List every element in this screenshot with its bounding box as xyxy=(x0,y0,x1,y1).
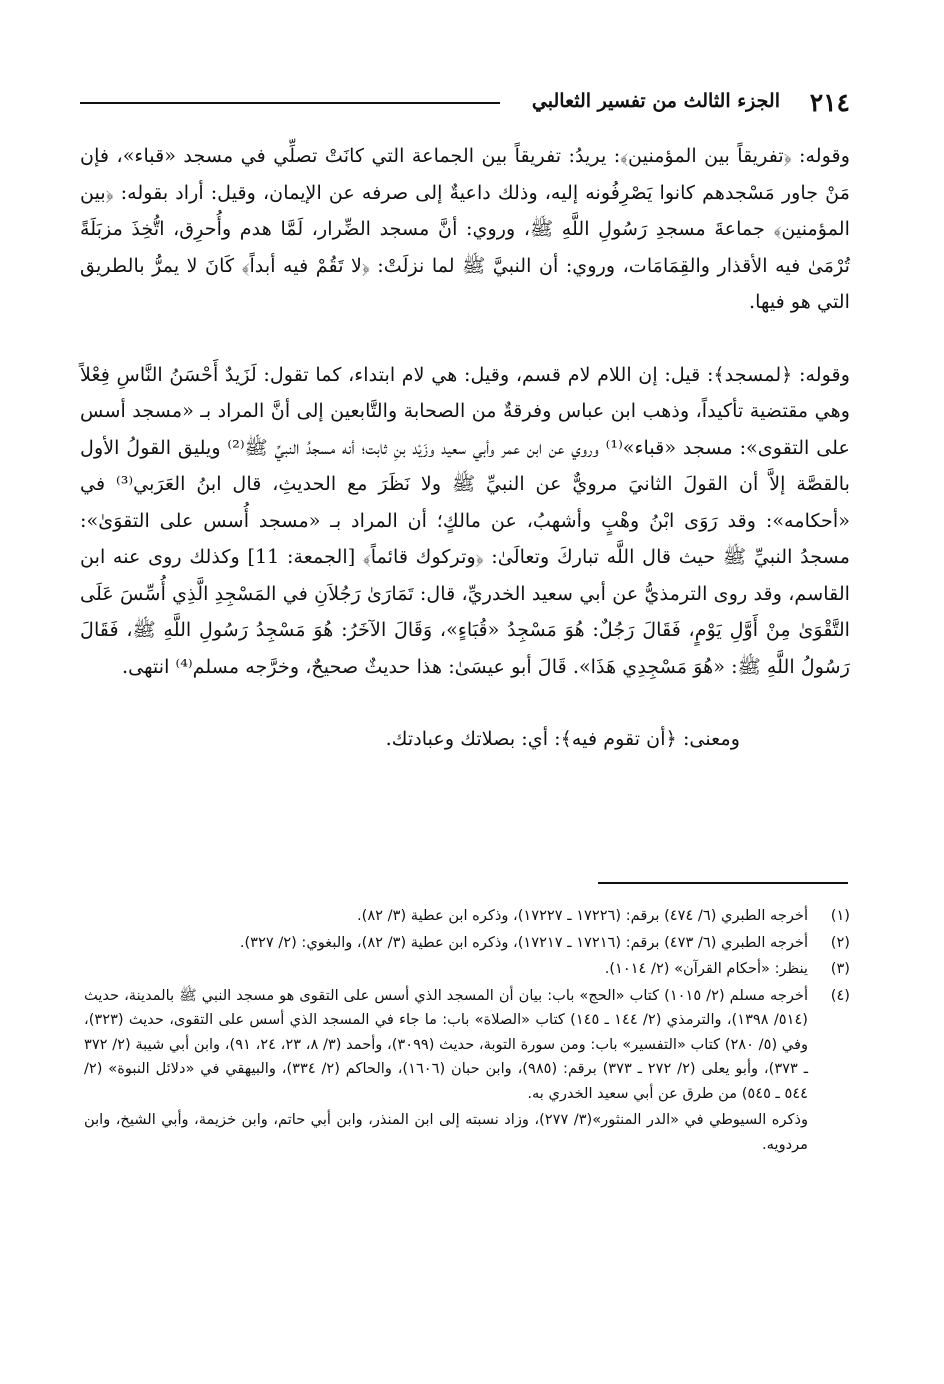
page-number: ٢١٤ xyxy=(809,88,850,117)
footnote xyxy=(84,931,850,956)
footnote-number xyxy=(808,1108,850,1157)
footnote-text: ينظر: «أحكام القرآن» (٢/ ١٠١٤). xyxy=(604,960,808,977)
footnote xyxy=(84,904,850,929)
footnote-text: أخرجه مسلم (٢/ ١٠١٥) كتاب «الحج» باب: بيان أن المسجد الذي أسس على التقوى هو مسجد النبي ﷺ بالمدينة، حديث (٥١٤/ ١٣٩٨)، والترمذي (٢/ ١٤٤ ـ ١٤٥) كتاب «الصلاة» باب: ما جاء في المسجد الذي أسس على التقوى، حديث (٣٢٣)، وفي (٥/ ٢٨٠) كتاب «التفسير» باب: ومن سورة التوبة، حديث (٣٠٩٩)، وأحمد (٣/ ٨، ٢٣، ٢٤، ٩١)، وابن أبي شيبة (٢/ ٣٧٢ ـ ٣٧٣)، وأبو يعلى (٢/ ٢٧٢ ـ ٣٧٣) برقم: (٩٨٥)، وابن حبان (١٦٠٦)، والحاكم (٢/ ٣٣٤)، والبيهقي في «دلائل النبوة» (٢/ ٥٤٤ ـ ٥٤٥) من طرق عن أبي سعيد الخدري به. xyxy=(84,986,808,1102)
header-rule xyxy=(80,102,500,104)
footnote-number: (٣) xyxy=(830,960,850,977)
paragraph: ومعنى: ﴿أن تقوم فيه﴾: أي: بصلاتك وعبادتك. xyxy=(385,727,740,750)
footnote xyxy=(84,957,850,982)
footnote-text: أخرجه الطبري (٦/ ٤٧٣) برقم: (١٧٢١٦ ـ ١٧٢١٧)، وذكره ابن عطية (٣/ ٨٢)، والبغوي: (٢/ ٣٢٧). xyxy=(239,933,808,951)
footnote-number: (١) xyxy=(830,907,850,924)
running-title: الجزء الثالث من تفسير الثعالبي xyxy=(531,90,780,112)
paragraph: وقوله: ﴿تفريقاً بين المؤمنين﴾: يريدُ: تفريقاً بين الجماعة التي كانَتْ تصلِّي في مسجد «قباء»، فإن مَنْ جاور مَسْجدهم كانوا يَصْرِفُونه إليه، وذلك داعيةٌ إلى صرفه عن الإيمان، وقيل: أراد بقوله: ﴿بين المؤمنين﴾ جماعةَ مسجدِ رَسُولِ اللَّهِ ﷺ، وروي: أنَّ مسجد الضِّرار، لَمَّا هدم وأُحرِق، اتُّخِذَ مزبَلَةً تُرْمَىٰ فيه الأقذار والقِمَامَات، وروي: أن النبيَّ ﷺ لما نزلَتْ: ﴿لا تَقُمْ فيه أبداً﴾ كَانَ لا يمرُّ بالطريق التي هو فيها. xyxy=(80,144,850,313)
footnotes xyxy=(84,904,850,1159)
footnote-text: أخرجه الطبري (٦/ ٤٧٤) برقم: (١٧٢٢٦ ـ ١٧٢٢٧)، وذكره ابن عطية (٣/ ٨٢). xyxy=(357,907,808,924)
footnote-number: (٤) xyxy=(830,986,850,1004)
footnote-text: وذكره السيوطي في «الدر المنثور»(٣/ ٢٧٧)، وزاد نسبته إلى ابن المنذر، وابن أبي حاتم، وابن خزيمة، وأبي الشيخ، وابن مردويه. xyxy=(84,1111,808,1153)
footnote xyxy=(84,984,850,1107)
footnote-continuation xyxy=(84,1108,850,1157)
page-header xyxy=(80,86,850,120)
paragraph: وقوله: ﴿لمسجد﴾: قيل: إن اللام لام قسم، وقيل: هي لام ابتداء، كما تقول: لَزَيدٌ أَحْسَنُ النَّاسِ فِعْلاً وهي مقتضية تأكيداً، وذهب ابن عباس وفرقةٌ من الصحابة والتَّابعين إلى أنَّ المراد بـ «مسجد أسس على التقوى»: مسجد «قباء»⁽¹⁾ وروي عن ابن عمر وأبي سعيد وزَيْد بنِ ثابت؛ أنه مسجدُ النبيِّ ﷺ⁽²⁾ ويليق القولُ الأول بالقصَّة إلاَّ أن القولَ الثانيَ مرويٌّ عن النبيِّ ﷺ ولا نَظَرَ مع الحديثِ، قال ابنُ العَرَبي⁽³⁾ في «أحكامه»: وقد رَوَى ابْنُ وهْبٍ وأشهبُ، عن مالكٍ؛ أن المراد بـ «مسجد أُسس على التقوَىٰ»: مسجدُ النبيِّ ﷺ حيث قال اللَّه تباركَ وتعالَىٰ: ﴿وتركوك قائماً﴾ [الجمعة: 11] وكذلك روى عنه ابن القاسم، وقد روى الترمذيُّ عن أبي سعيد الخدريِّ، قال: تَمَارَىٰ رَجُلاَنِ في المَسْجِدِ الَّذِي أُسِّسَ عَلَى التَّقْوَىٰ مِنْ أَوَّلِ يَوْمٍ، فَقَالَ رَجُلٌ: هُوَ مَسْجِدُ «قُبَاءٍ»، وَقَالَ الآخَرُ: هُوَ مَسْجِدُ رَسُولِ اللَّهِ ﷺ، فَقَالَ رَسُولُ اللَّهِ ﷺ: «هُوَ مَسْجِدِي هَذَا». قَالَ أبو عيسَىٰ: هذا حديثٌ صحيحٌ، وخرَّجه مسلم⁽⁴⁾ انتهى. xyxy=(80,362,850,678)
footnote-separator xyxy=(598,882,848,884)
main-text xyxy=(80,138,850,758)
footnote-number: (٢) xyxy=(830,933,850,951)
